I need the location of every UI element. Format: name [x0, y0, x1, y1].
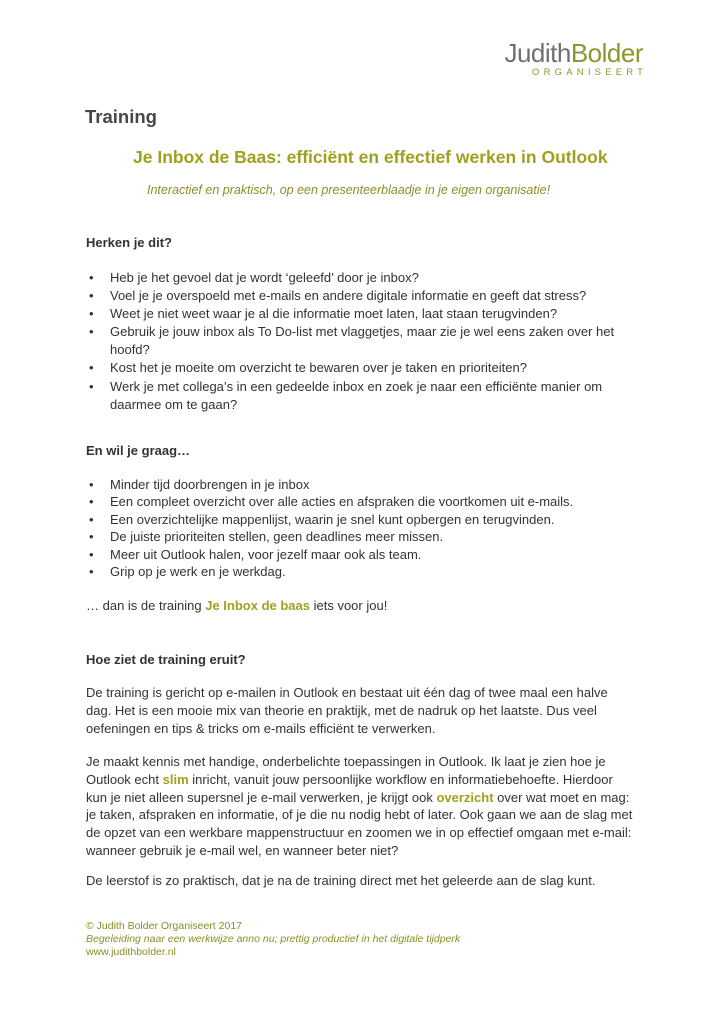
- paragraph-text: over wat moet en mag: je taken, afspraken en informatie, of je die nu nodig hebt of later. Ook gaan we aan de slag met de opzet van een werkbare mappenstructuur en zoomen we in op effectief omgaan met e-mail: wanneer gebruik je e-mail wel, en wanneer beter niet?: [86, 789, 633, 858]
- paragraph-training-content: [86, 753, 634, 859]
- logo-tagline: ORGANISEERT: [532, 67, 648, 78]
- list-item: • Voel je je overspoeld met e-mails en andere digitale informatie en geeft dat stress?: [86, 287, 634, 305]
- cta-text-before: … dan is de training: [86, 597, 206, 613]
- list-item: • Een overzichtelijke mappenlijst, waarin je snel kunt opbergen en terugvinden.: [86, 511, 634, 529]
- list-item: • Weet je niet weet waar je al die informatie moet laten, laat staan terugvinden?: [86, 305, 634, 323]
- training-subtitle: Je Inbox de Baas: efficiënt en effectief werken in Outlook: [133, 147, 608, 167]
- list-item: • Kost het je moeite om overzicht te bewaren over je taken en prioriteiten?: [86, 359, 634, 377]
- paragraph-text: inricht, vanuit jouw persoonlijke workflow en informatiebehoefte. Hierdoor kun je niet alleen supersnel je e-mail verwerken, je krijgt ook: [86, 772, 613, 805]
- cta-text-after: iets voor jou!: [310, 597, 388, 613]
- list-item: • Grip op je werk en je werkdag.: [86, 563, 634, 581]
- section-title-hoe: Hoe ziet de training eruit?: [86, 652, 246, 668]
- main-content: [86, 235, 634, 889]
- wil-list: [86, 476, 634, 581]
- herken-list: [86, 269, 634, 414]
- section-title-herken: Herken je dit?: [86, 235, 172, 250]
- paragraph-conclusion: De leerstof is zo praktisch, dat je na de training direct met het geleerde aan de slag kunt.: [86, 872, 596, 888]
- intro-tagline: Interactief en praktisch, op een presenteerblaadje in je eigen organisatie!: [147, 183, 551, 197]
- paragraph-training-format: De training is gericht op e-mailen in Outlook en bestaat uit één dag of twee maal een halve dag. Het is een mooie mix van theorie en praktijk, met de nadruk op het laatste. Dus veel oefeningen en tips & tricks om e-mails efficiënt te verwerken.: [86, 685, 608, 736]
- page-title: Training: [85, 106, 157, 127]
- paragraph-text: Je maakt kennis met handige, onderbelichte toepassingen in Outlook. Ik laat je zien hoe je Outlook echt: [86, 754, 606, 788]
- cta-line: [86, 597, 634, 615]
- list-item: • De juiste prioriteiten stellen, geen deadlines meer missen.: [86, 528, 634, 546]
- logo-wordmark: [497, 39, 643, 67]
- logo-name-first: Judith: [504, 38, 571, 68]
- logo-name-last: Bolder: [570, 38, 643, 68]
- page-footer: [86, 920, 460, 959]
- list-item: • Heb je het gevoel dat je wordt ‘geleefd’ door je inbox?: [86, 269, 634, 287]
- footer-website: www.judithbolder.nl: [86, 945, 176, 958]
- list-item: • Gebruik je jouw inbox als To Do-list met vlaggetjes, maar zie je wel eens zaken over het hoofd?: [86, 323, 634, 359]
- brand-logo: [497, 38, 648, 79]
- section-title-wil: En wil je graag…: [86, 442, 191, 458]
- list-item: • Meer uit Outlook halen, voor jezelf maar ook als team.: [86, 546, 634, 564]
- footer-copyright: © Judith Bolder Organiseert 2017: [86, 919, 242, 932]
- cta-training-name: Je Inbox de baas: [205, 597, 310, 613]
- highlight-slim: slim: [162, 772, 189, 788]
- list-item: • Minder tijd doorbrengen in je inbox: [86, 476, 634, 494]
- list-item: • Werk je met collega’s in een gedeelde inbox en zoek je naar een efficiënte manier om daarmee om te gaan?: [86, 378, 634, 414]
- list-item: • Een compleet overzicht over alle acties en afspraken die voortkomen uit e-mails.: [86, 493, 634, 511]
- highlight-overzicht: overzicht: [436, 789, 494, 805]
- footer-tagline: Begeleiding naar een werkwijze anno nu; prettig productief in het digitale tijdperk: [86, 932, 461, 945]
